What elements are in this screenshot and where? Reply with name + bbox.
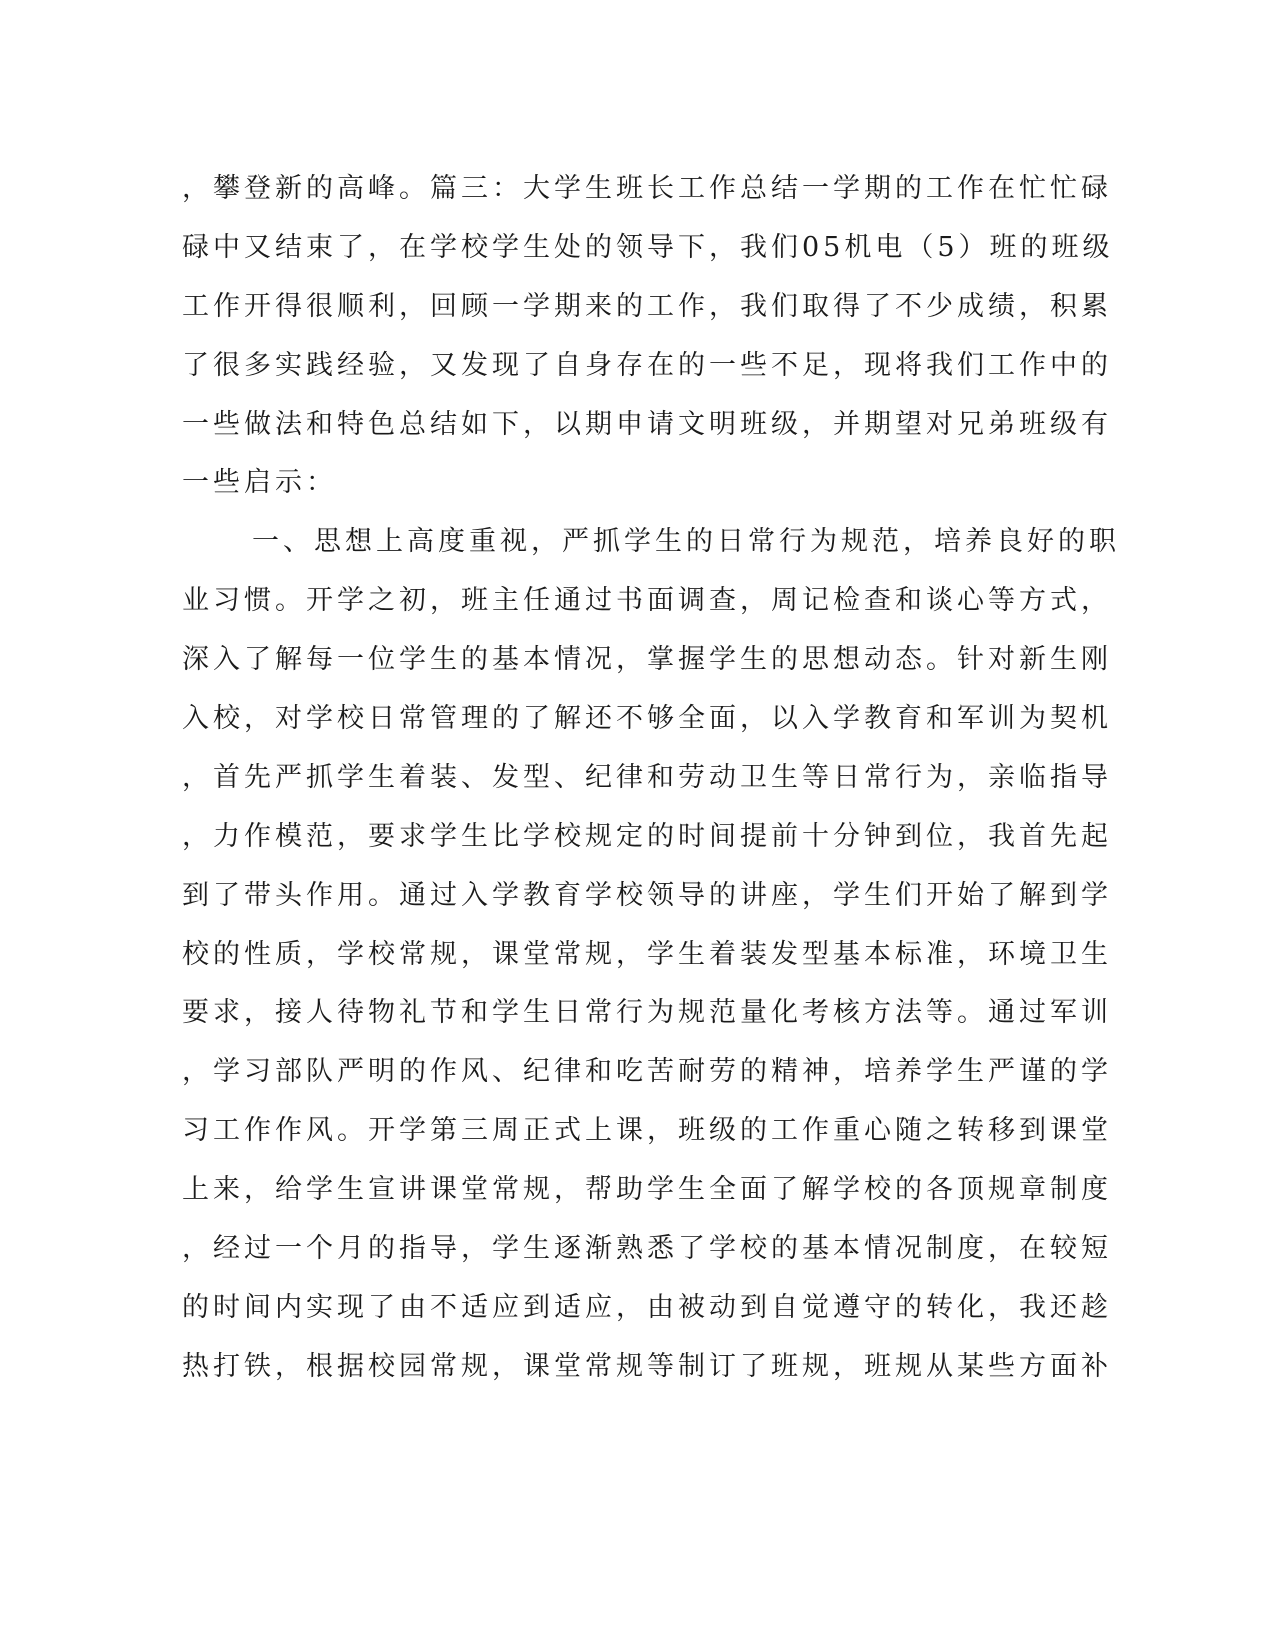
text-line: 了很多实践经验，又发现了自身存在的一些不足，现将我们工作中的 bbox=[182, 349, 1112, 381]
text-line: 到了带头作用。通过入学教育学校领导的讲座，学生们开始了解到学 bbox=[182, 879, 1112, 911]
text-line: 要求，接人待物礼节和学生日常行为规范量化考核方法等。通过军训 bbox=[182, 997, 1112, 1029]
document-body bbox=[182, 160, 1120, 1397]
text-line: ，学习部队严明的作风、纪律和吃苦耐劳的精神，培养学生严谨的学 bbox=[182, 1056, 1112, 1088]
paragraph-start-line: 一、思想上高度重视，严抓学生的日常行为规范，培养良好的职 bbox=[252, 526, 1120, 558]
text-line: 一些启示： bbox=[182, 467, 337, 499]
text-line: ，攀登新的高峰。篇三：大学生班长工作总结一学期的工作在忙忙碌 bbox=[182, 173, 1112, 204]
text-line: 校的性质，学校常规，课堂常规，学生着装发型基本标准，环境卫生 bbox=[182, 938, 1112, 970]
text-line: ，首先严抓学生着装、发型、纪律和劳动卫生等日常行为，亲临指导 bbox=[182, 761, 1112, 793]
text-line: 入校，对学校日常管理的了解还不够全面，以入学教育和军训为契机 bbox=[182, 703, 1112, 735]
text-line: 热打铁，根据校园常规，课堂常规等制订了班规，班规从某些方面补 bbox=[182, 1350, 1112, 1382]
text-line: 业习惯。开学之初，班主任通过书面调查，周记检查和谈心等方式， bbox=[182, 585, 1112, 617]
text-line: ，力作模范，要求学生比学校规定的时间提前十分钟到位，我首先起 bbox=[182, 820, 1112, 852]
text-line: ，经过一个月的指导，学生逐渐熟悉了学校的基本情况制度，在较短 bbox=[182, 1233, 1112, 1265]
text-line: 的时间内实现了由不适应到适应，由被动到自觉遵守的转化，我还趁 bbox=[182, 1291, 1112, 1323]
text-line: 上来，给学生宣讲课堂常规，帮助学生全面了解学校的各顶规章制度 bbox=[182, 1174, 1112, 1206]
text-line: 碌中又结束了，在学校学生处的领导下，我们05机电（5）班的班级 bbox=[182, 231, 1114, 263]
text-line: 习工作作风。开学第三周正式上课，班级的工作重心随之转移到课堂 bbox=[182, 1115, 1112, 1147]
text-line: 一些做法和特色总结如下，以期申请文明班级，并期望对兄弟班级有 bbox=[182, 408, 1112, 440]
text-line: 工作开得很顺利，回顾一学期来的工作，我们取得了不少成绩，积累 bbox=[182, 290, 1112, 322]
text-line: 深入了解每一位学生的基本情况，掌握学生的思想动态。针对新生刚 bbox=[182, 644, 1112, 676]
